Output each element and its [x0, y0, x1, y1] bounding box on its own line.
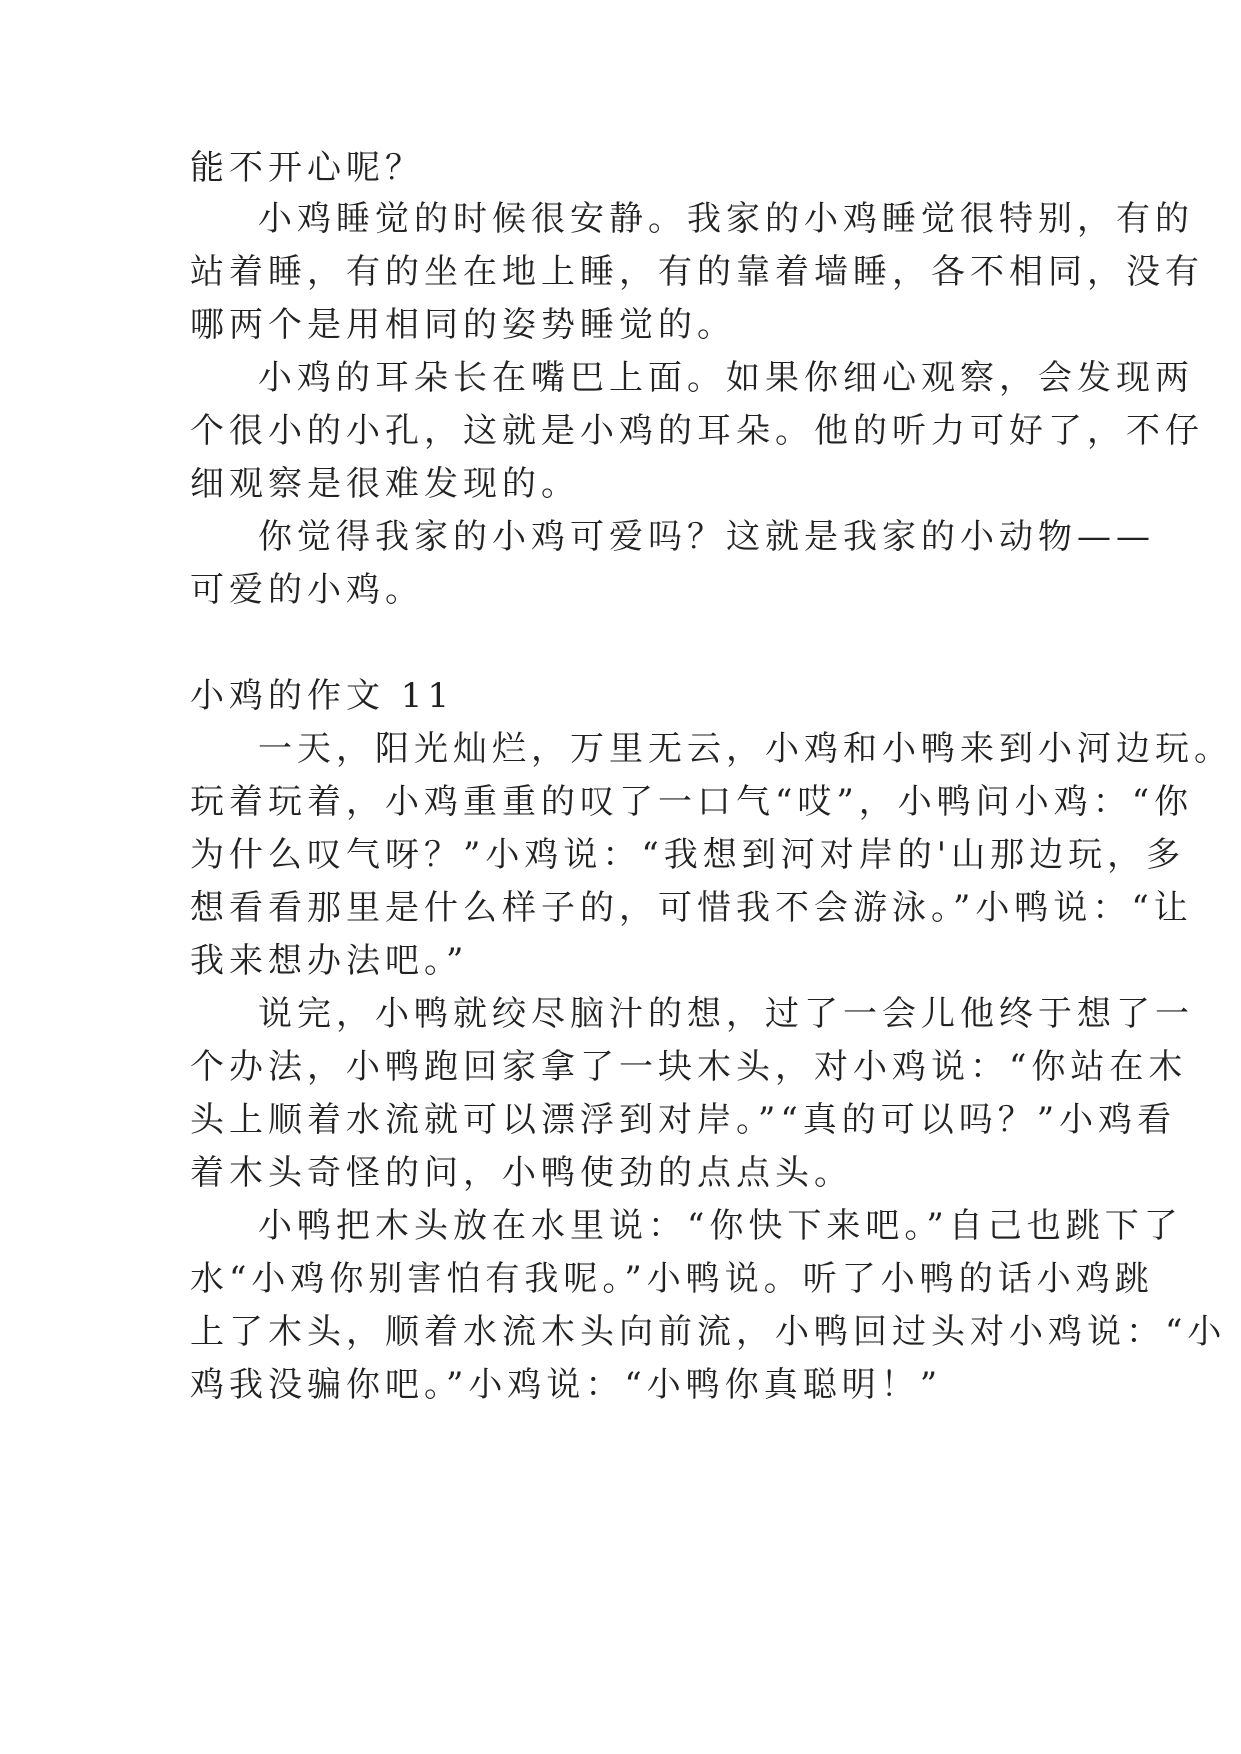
text-line: 着木头奇怪的问，小鸭使劲的点点头。 — [190, 1153, 853, 1193]
paragraph-start-line: 说完，小鸭就绞尽脑汁的想，过了一会儿他终于想了一 — [258, 994, 1194, 1034]
text-line: 可爱的小鸡。 — [190, 570, 424, 610]
text-line: 细观察是很难发现的。 — [190, 464, 580, 504]
text-line: 鸡我没骗你吧。”小鸡说：“小鸭你真聪明！” — [190, 1365, 943, 1405]
text-line: 玩着玩着，小鸡重重的叹了一口气“哎”，小鸭问小鸡：“你 — [190, 782, 1194, 822]
text-line: 能不开心呢？ — [190, 148, 424, 188]
paragraph-start-line: 小鸡睡觉的时候很安静。我家的小鸡睡觉很特别，有的 — [258, 199, 1194, 239]
essay-heading: 小鸡的作文 11 — [190, 676, 455, 716]
text-line: 个办法，小鸭跑回家拿了一块木头，对小鸡说：“你站在木 — [190, 1047, 1188, 1087]
text-line: 个很小的小孔，这就是小鸡的耳朵。他的听力可好了，不仔 — [190, 411, 1204, 451]
paragraph-start-line: 小鸡的耳朵长在嘴巴上面。如果你细心观察，会发现两 — [258, 358, 1194, 398]
text-line: 水“小鸡你别害怕有我呢。”小鸭说。听了小鸭的话小鸡跳 — [190, 1259, 1154, 1299]
paragraph-start-line: 小鸭把木头放在水里说：“你快下来吧。”自己也跳下了 — [258, 1206, 1183, 1246]
text-line: 我来想办法吧。” — [190, 941, 469, 981]
text-line: 头上顺着水流就可以漂浮到对岸。”“真的可以吗？”小鸡看 — [190, 1100, 1177, 1140]
text-line: 站着睡，有的坐在地上睡，有的靠着墙睡，各不相同，没有 — [190, 252, 1204, 292]
paragraph-start-line: 一天，阳光灿烂，万里无云，小鸡和小鸭来到小河边玩。 — [258, 729, 1233, 769]
paragraph-start-line: 你觉得我家的小鸡可爱吗？这就是我家的小动物—— — [258, 517, 1155, 557]
text-line: 上了木头，顺着水流木头向前流，小鸭回过头对小鸡说：“小 — [190, 1312, 1227, 1352]
text-line: 哪两个是用相同的姿势睡觉的。 — [190, 305, 736, 345]
text-line: 为什么叹气呀？”小鸡说：“我想到河对岸的'山那边玩，多 — [190, 835, 1186, 875]
text-line: 想看看那里是什么样子的，可惜我不会游泳。”小鸭说：“让 — [190, 888, 1193, 928]
